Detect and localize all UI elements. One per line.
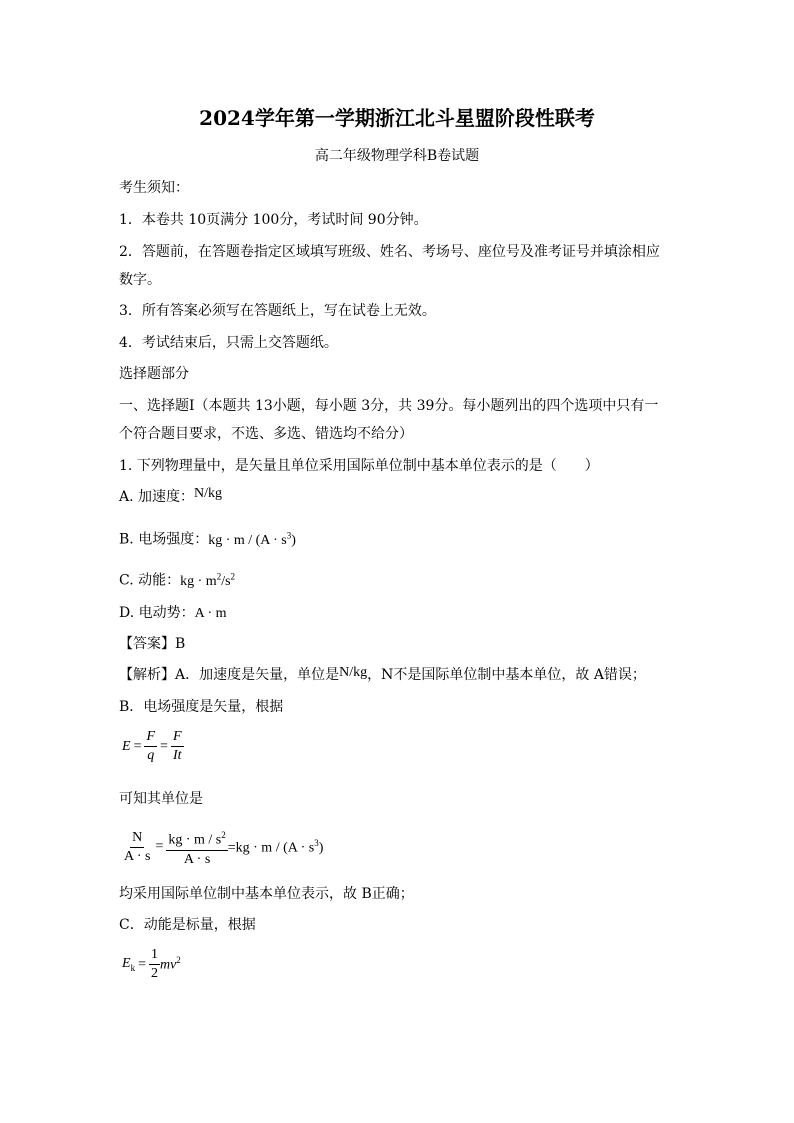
part-instructions-line-1: 一、选择题Ⅰ（本题共 13小题，每小题 3分，共 39分。每小题列出的四个选项中只有一 bbox=[119, 398, 659, 414]
option-d bbox=[119, 603, 227, 624]
question-stem: 1. 下列物理量中，是矢量且单位采用国际单位制中基本单位表示的是（ ） bbox=[119, 458, 599, 474]
notice-item-1: 1．本卷共 10页满分 100分，考试时间 90分钟。 bbox=[119, 212, 428, 228]
option-c bbox=[119, 566, 235, 592]
option-d-label: D. 电动势： bbox=[119, 605, 195, 621]
fraction-one-half: $\frac{1}{2}$ bbox=[150, 947, 158, 981]
option-c-unit: kg · $m^2/s^2$ bbox=[180, 571, 236, 589]
notice-item-2-line-2: 数字。 bbox=[119, 272, 161, 288]
answer-label: 【答案】B bbox=[119, 636, 186, 652]
formula-electric-field: E = $\frac{F}{q}$ = $\frac{F}{It}$ bbox=[122, 729, 182, 763]
notice-item-4: 4．考试结束后，只需上交答题纸。 bbox=[119, 335, 338, 351]
option-c-label: C. 动能： bbox=[119, 572, 181, 589]
page-subtitle: 高二年级物理学科B卷试题 bbox=[314, 148, 480, 164]
analysis-b-conclusion: 均采用国际单位制中基本单位表示，故 B正确； bbox=[119, 886, 414, 902]
option-b-label: B. 电场强度： bbox=[119, 531, 209, 548]
analysis-c-line: C．动能是标量，根据 bbox=[119, 917, 256, 933]
option-b bbox=[119, 525, 296, 551]
unit-intro: 可知其单位是 bbox=[119, 791, 203, 807]
option-a-unit: N/kg bbox=[194, 486, 223, 501]
option-b-unit: kg · $m / (A \cdot s^3)$ bbox=[208, 530, 296, 548]
fraction-n-over-as: $\frac{N}{A \cdot s}$ bbox=[124, 829, 151, 864]
formula-kinetic-energy: $E_k$ = $\frac{1}{2}$ $mv^2$ bbox=[122, 947, 181, 981]
notice-heading: 考生须知： bbox=[119, 180, 189, 196]
fraction-f-over-q: $\frac{F}{q}$ bbox=[146, 729, 156, 763]
option-d-unit: A · m bbox=[194, 606, 227, 621]
option-a-label: A. 加速度： bbox=[119, 489, 195, 505]
analysis-b-line: B．电场强度是矢量，根据 bbox=[119, 699, 284, 715]
formula-unit-derivation: $\frac{N}{A \cdot s}$ = $\frac{kg \cdot m / s^2}{A \cdot s}$ $=kg \cdot m / (A \cdot s^3)$ bbox=[122, 826, 323, 869]
option-a bbox=[119, 487, 222, 508]
notice-item-2-line-1: 2．答题前，在答题卷指定区域填写班级、姓名、考场号、座位号及准考证号并填涂相应 bbox=[119, 244, 660, 260]
analysis-unit: N/kg bbox=[339, 665, 368, 680]
fraction-kgm-over-as: $\frac{kg \cdot m / s^2}{A \cdot s}$ bbox=[166, 826, 227, 869]
section-heading: 选择题部分 bbox=[119, 366, 189, 382]
page-title: 2024学年第一学期浙江北斗星盟阶段性联考 bbox=[199, 106, 595, 130]
fraction-f-over-it: $\frac{F}{It}$ bbox=[172, 729, 182, 763]
analysis-a: 【解析】A．加速度是矢量，单位是N/kg，N不是国际单位制中基本单位，故 A错误； bbox=[119, 665, 646, 683]
notice-item-3: 3．所有答案必须写在答题纸上，写在试卷上无效。 bbox=[119, 303, 436, 319]
part-instructions-line-2: 个符合题目要求，不选、多选、错选均不给分） bbox=[119, 426, 413, 442]
